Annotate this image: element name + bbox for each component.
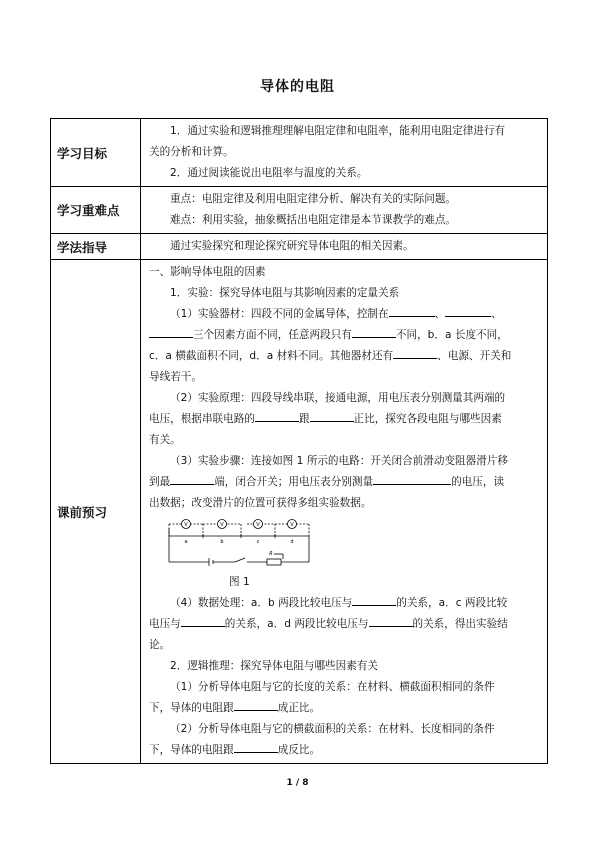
blank-one-factor	[352, 325, 396, 338]
goals-line-1: 1．通过实验和逻辑推理理解电阻定律和电阻率，能利用电阻定律进行有	[170, 125, 506, 137]
goals-line-2: 关的分析和计算。	[149, 146, 234, 158]
steps-line-1: （3）实验步骤：连接如图 1 所示的电路：开关闭合前滑动变阻器滑片移	[170, 455, 509, 467]
rheostat-label: R	[269, 551, 273, 557]
blank-slider-end	[170, 472, 214, 485]
method-line-1: 通过实验探究和理论探究研究导体电阻的相关因素。	[170, 240, 414, 252]
table-row-goals	[51, 119, 548, 187]
principle-line-3: 有关。	[149, 434, 181, 446]
length-line-2: 下，导体的电阻跟 成正比。	[149, 698, 541, 719]
table-row-method	[51, 234, 548, 260]
blank-data-1	[352, 593, 396, 606]
key-line-1: 重点：电阻定律及利用电阻定律分析、解决有关的实际问题。	[170, 193, 457, 205]
blank-factor-2	[445, 304, 491, 317]
segment-a-label: a	[184, 539, 188, 545]
key-line-2: 难点：利用实验，抽象概括出电阻定律是本节课教学的难点。	[170, 214, 457, 226]
data-line-3: 论。	[149, 639, 171, 651]
row-content-key-points	[141, 187, 548, 234]
blank-equipment	[393, 346, 437, 359]
blank-length	[234, 698, 278, 711]
voltmeter-3-label: V	[256, 522, 260, 528]
blank-principle-1	[255, 409, 299, 422]
area-line-2: 下，导体的电阻跟 成反比。	[149, 740, 541, 761]
blank-factor-3	[149, 325, 193, 338]
blank-area	[234, 740, 278, 753]
page-title: 导体的电阻	[260, 79, 335, 95]
blank-principle-2	[310, 409, 354, 422]
data-line-1: （4）数据处理：a．b 两段比较电压与 的关系，a．c 两段比较	[149, 593, 541, 614]
goals-line-3: 2．通过阅读能说出电阻率与温度的关系。	[170, 167, 368, 179]
principle-line-1: （2）实验原理：四段导线串联，接通电源，用电压表分别测量其两端的	[170, 392, 506, 404]
row-content-goals	[141, 119, 548, 187]
blank-factor-1	[389, 304, 435, 317]
segment-b-label: b	[220, 539, 224, 545]
principle-line-2: 电压，根据串联电路的 跟 正比，探究各段电阻与哪些因素	[149, 409, 541, 430]
voltmeter-2-label: V	[220, 522, 224, 528]
length-line-1: （1）分析导体电阻与它的长度的关系：在材料、横截面积相同的条件	[170, 681, 495, 693]
blank-data-2	[181, 614, 225, 627]
reasoning-heading: 2．逻辑推理：探究导体电阻与哪些因素有关	[170, 660, 379, 672]
row-label-goals: 学习目标	[51, 119, 141, 187]
table-row-key-points	[51, 187, 548, 234]
circuit-diagram	[167, 518, 317, 570]
segment-c-label: c	[256, 539, 260, 545]
materials-line-3: c．a 横截面积不同，d．a 材料不同。其他器材还有 、电源、开关和	[149, 346, 541, 367]
steps-line-3: 出数据；改变滑片的位置可获得多组实验数据。	[149, 497, 372, 509]
figure-caption: 图 1	[229, 576, 250, 588]
voltmeter-1-label: V	[184, 522, 188, 528]
materials-line-1: （1）实验器材：四段不同的金属导体，控制在 、 、	[149, 304, 541, 325]
experiment-heading: 1．实验：探究导体电阻与其影响因素的定量关系	[170, 287, 400, 299]
data-line-2: 电压与 的关系，a．d 两段比较电压与 的关系，得出实验结	[149, 614, 541, 635]
steps-line-2: 到最 端，闭合开关；用电压表分别测量 的电压，读	[149, 472, 541, 493]
blank-data-3	[369, 614, 413, 627]
row-label-key-points: 学习重难点	[51, 187, 141, 234]
row-label-method: 学法指导	[51, 234, 141, 260]
table-row-preview	[51, 260, 548, 764]
segment-d-label: d	[290, 539, 294, 545]
voltmeter-4-label: V	[290, 522, 294, 528]
row-label-preview: 课前预习	[51, 260, 141, 764]
page-number: 1 / 8	[286, 778, 309, 788]
materials-line-4: 导线若干。	[149, 371, 202, 383]
blank-measure	[373, 472, 451, 485]
row-content-method	[141, 234, 548, 260]
materials-line-2: 三个因素方面不同，任意两段只有 不同，b．a 长度不同，	[149, 325, 541, 346]
section-heading-factors: 一、影响导体电阻的因素	[149, 266, 266, 278]
row-content-preview	[141, 260, 548, 764]
area-line-1: （2）分析导体电阻与它的横截面积的关系：在材料、长度相同的条件	[170, 723, 495, 735]
lesson-table	[50, 118, 548, 764]
